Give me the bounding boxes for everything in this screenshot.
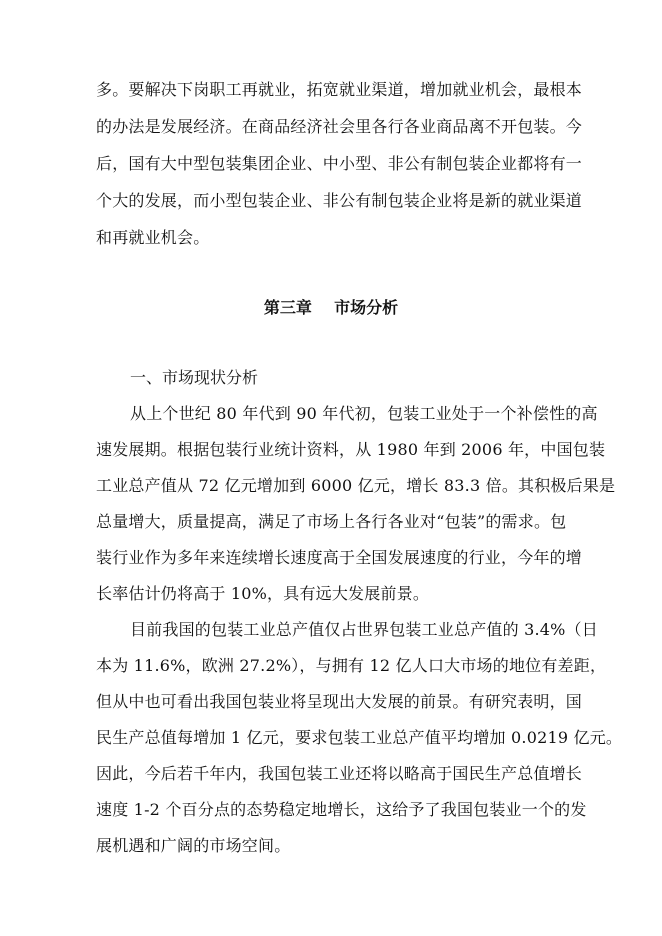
text-line: 速度 1-2 个百分点的态势稳定地增长，这给予了我国包装业一个的发 [96,800,587,819]
text-line: 总量增大，质量提高，满足了市场上各行各业对“包装”的需求。包 [96,512,567,531]
text-line: 但从中也可看出我国包装业将呈现出大发展的前景。有研究表明，国 [96,692,583,711]
text-line: 速发展期。根据包装行业统计资料，从 1980 年到 2006 年，中国包装 [96,440,606,459]
text-line: 因此，今后若千年内，我国包装工业还将以略高于国民生产总值增长 [96,764,583,783]
text-line: 后，国有大中型包装集团企业、中小型、非公有制包装企业都将有一 [96,154,583,173]
text-line: 工业总产值从 72 亿元增加到 6000 亿元，增长 83.3 倍。其积极后果是 [96,476,616,495]
text-line: 个大的发展，而小型包装企业、非公有制包装企业将是新的就业渠道 [96,191,583,210]
text-line: 展机遇和广阔的市场空间。 [96,836,291,855]
text-line: 的办法是发展经济。在商品经济社会里各行各业商品离不开包装。今 [96,117,583,136]
text-line: 从上个世纪 80 年代到 90 年代初，包装工业处于一个补偿性的高 [130,404,598,423]
text-line: 目前我国的包装工业总产值仅占世界包装工业总产值的 3.4%（日 [130,620,598,639]
text-line: 本为 11.6%，欧洲 27.2%），与拥有 12 亿人口大市场的地位有差距， [96,656,607,675]
text-line: 装行业作为多年来连续增长速度高于全国发展速度的行业，今年的增 [96,548,583,567]
text-line: 和再就业机会。 [96,228,210,247]
chapter-heading: 第三章 市场分析 [263,298,399,317]
text-line: 长率估计仍将高于 10%，具有远大发展前景。 [96,584,430,603]
section-heading: 一、市场现状分析 [130,368,259,387]
text-line: 多。要解决下岗职工再就业，拓宽就业渠道，增加就业机会，最根本 [96,80,583,99]
text-line: 民生产总值每增加 1 亿元，要求包装工业总产值平均增加 0.0219 亿元。 [96,728,623,747]
